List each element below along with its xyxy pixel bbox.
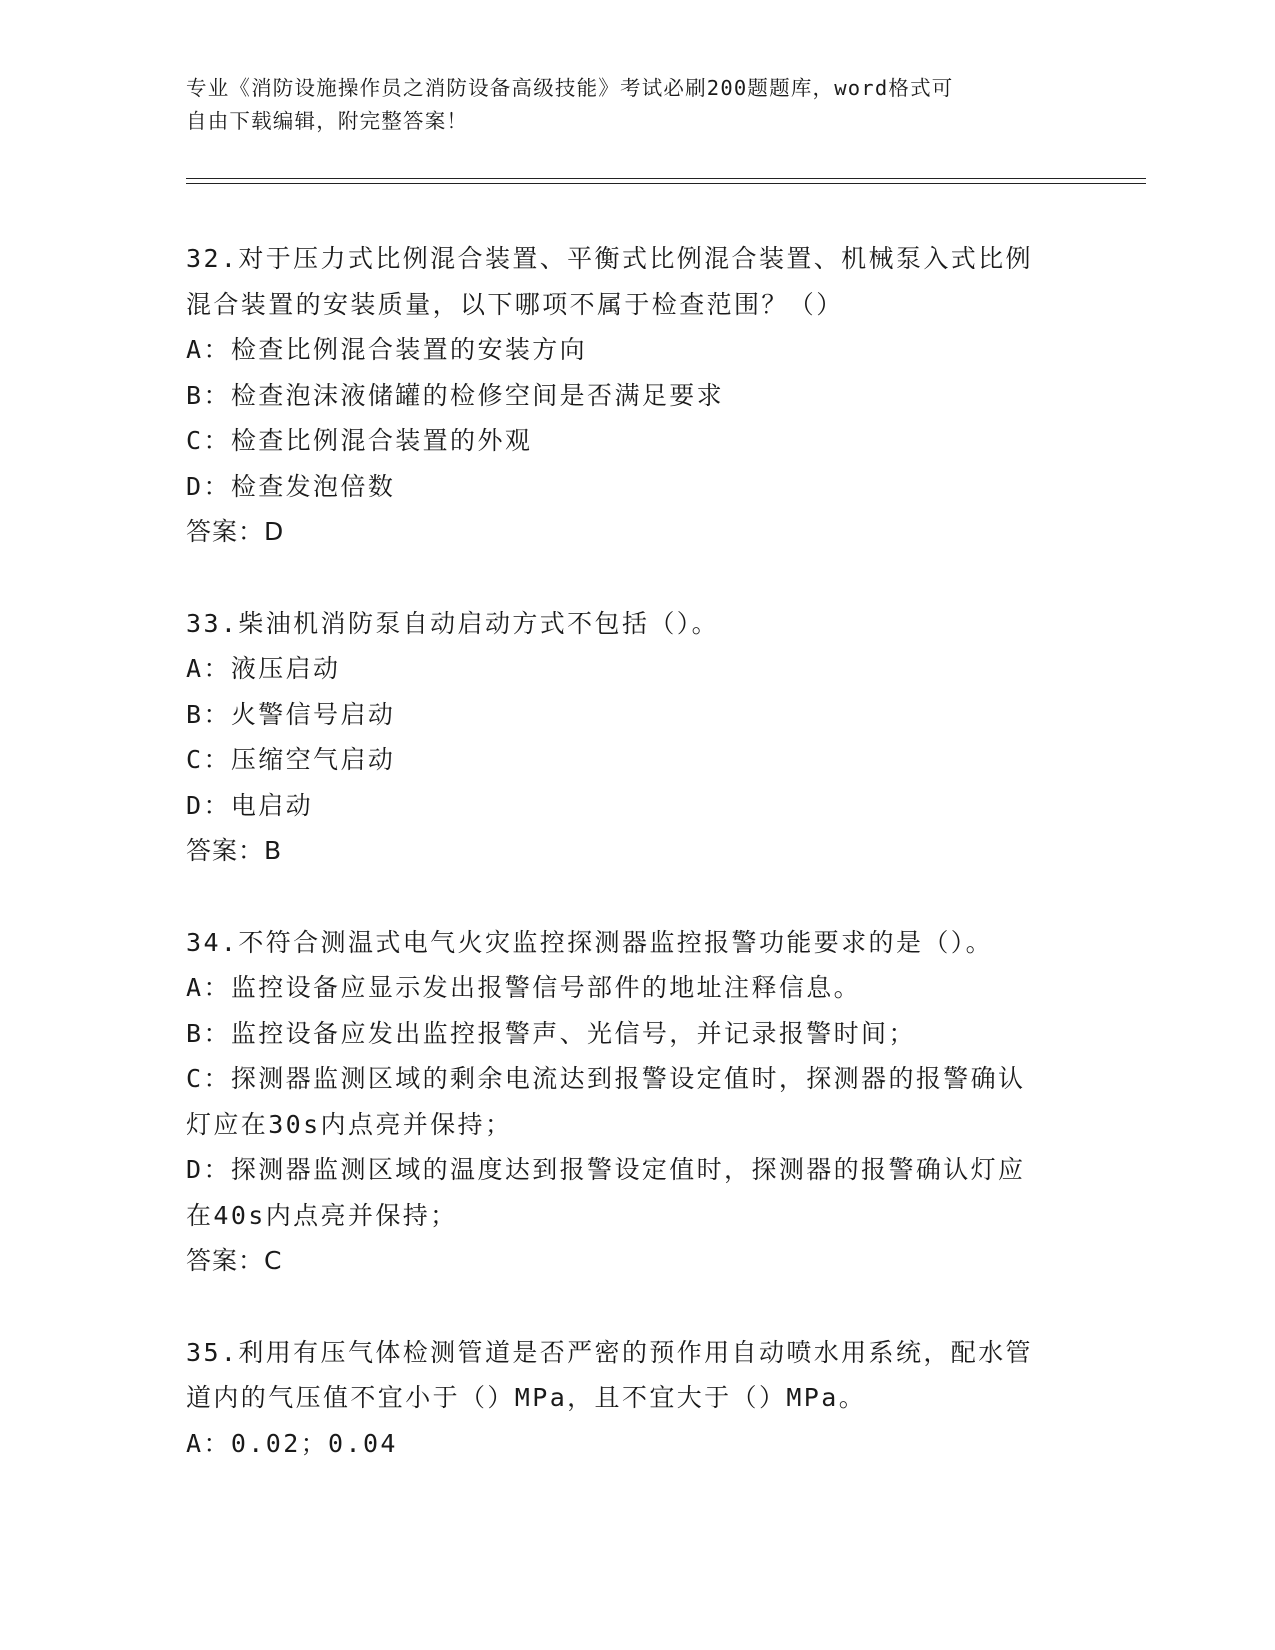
answer: 答案：D xyxy=(186,517,285,546)
answer: 答案：B xyxy=(186,836,283,865)
option-d: D：检查发泡倍数 xyxy=(186,471,396,501)
option-b: B：火警信号启动 xyxy=(186,699,396,729)
option-d: D：电启动 xyxy=(186,790,314,820)
option-c: C：压缩空气启动 xyxy=(186,745,396,774)
question-32 xyxy=(186,236,1086,555)
question-stem: 33.柴油机消防泵自动启动方式不包括（）。 xyxy=(186,608,720,638)
option-b: B：检查泡沫液储罐的检修空间是否满足要求 xyxy=(186,380,725,410)
option-d: D：探测器监测区域的温度达到报警设定值时，探测器的报警确认灯应 xyxy=(186,1155,1026,1184)
option-d-continued: 在40s内点亮并保持； xyxy=(186,1200,458,1230)
option-c: C：探测器监测区域的剩余电流达到报警设定值时，探测器的报警确认 xyxy=(186,1064,1026,1093)
question-stem: 35.利用有压气体检测管道是否严密的预作用自动喷水用系统，配水管 xyxy=(186,1337,1033,1367)
question-stem: 34.不符合测温式电气火灾监控探测器监控报警功能要求的是（）。 xyxy=(186,927,994,957)
header-line-1: 专业《消防设施操作员之消防设备高级技能》考试必刷200题题库，word格式可 xyxy=(186,76,954,100)
question-33 xyxy=(186,601,1086,874)
question-35 xyxy=(186,1330,1086,1467)
header-line-2: 自由下载编辑，附完整答案！ xyxy=(186,109,469,133)
option-b: B：监控设备应发出监控报警声、光信号，并记录报警时间； xyxy=(186,1018,916,1048)
answer: 答案：C xyxy=(186,1246,283,1275)
option-c: C：检查比例混合装置的外观 xyxy=(186,426,533,455)
option-a: A：监控设备应显示发出报警信号部件的地址注释信息。 xyxy=(186,973,862,1002)
option-a: A：0.02；0.04 xyxy=(186,1428,398,1458)
document-header xyxy=(186,72,1066,138)
option-a: A：液压启动 xyxy=(186,654,341,683)
option-c-continued: 灯应在30s内点亮并保持； xyxy=(186,1109,513,1139)
question-list xyxy=(186,236,1086,1512)
option-a: A：检查比例混合装置的安装方向 xyxy=(186,335,588,364)
header-divider-bottom xyxy=(186,183,1146,184)
question-stem: 32.对于压力式比例混合装置、平衡式比例混合装置、机械泵入式比例 xyxy=(186,244,1033,273)
question-stem: 道内的气压值不宜小于（）MPa，且不宜大于（）MPa。 xyxy=(186,1383,867,1412)
question-34 xyxy=(186,920,1086,1284)
question-stem: 混合装置的安装质量，以下哪项不属于检查范围？（） xyxy=(186,289,844,319)
header-divider-top xyxy=(186,178,1146,179)
